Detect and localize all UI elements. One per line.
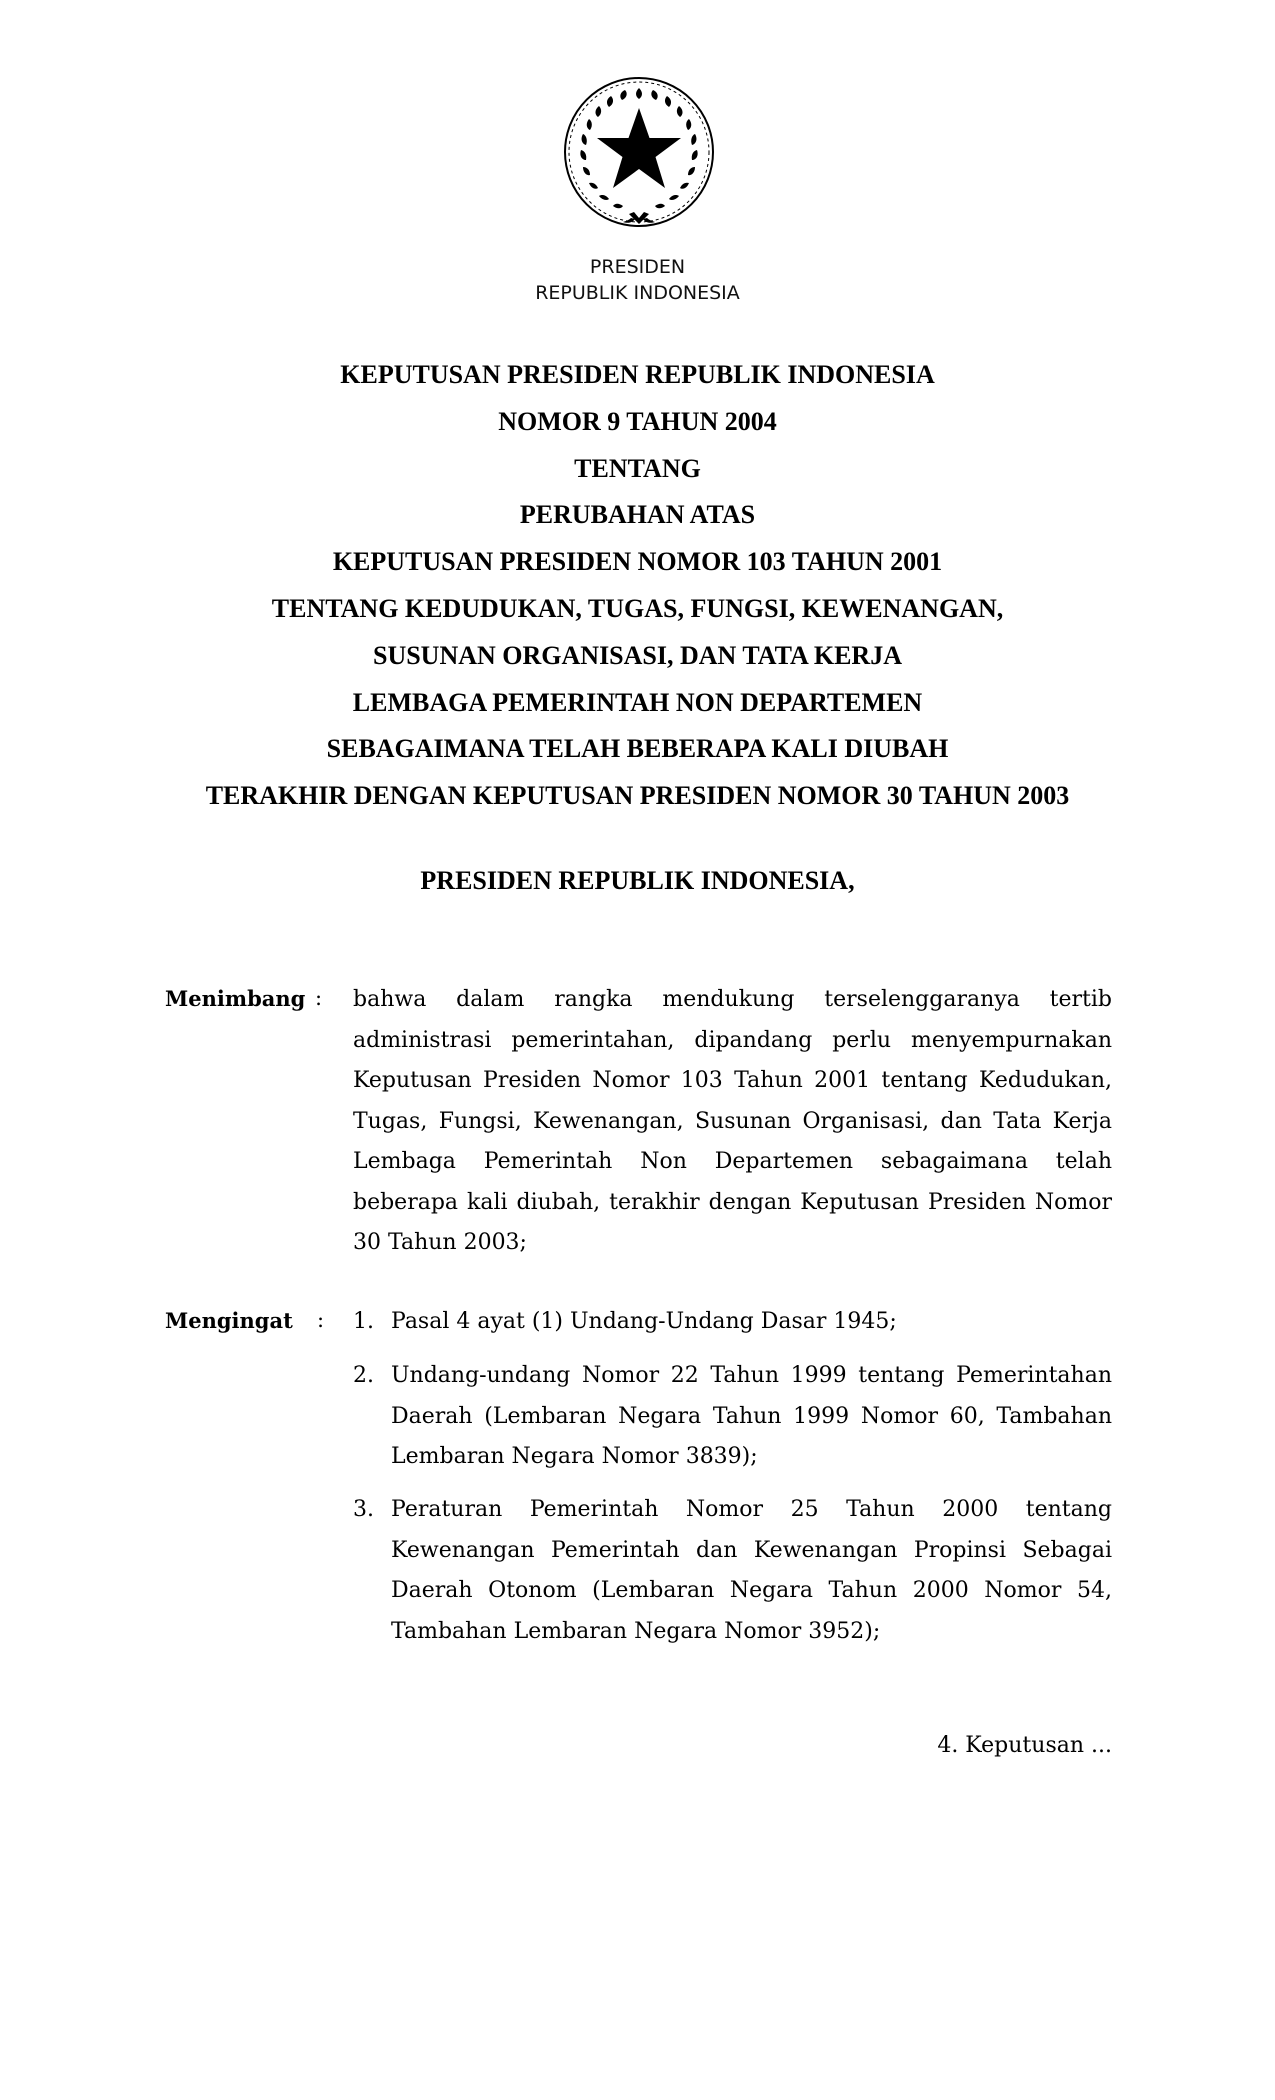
decree-title	[0, 352, 1275, 820]
page-continuation: 4. Keputusan ...	[937, 1733, 1112, 1758]
title-line: SUSUNAN ORGANISASI, DAN TATA KERJA	[372, 640, 902, 670]
title-line: SEBAGAIMANA TELAH BEBERAPA KALI DIUBAH	[326, 734, 949, 764]
mengingat-colon: :	[317, 1308, 325, 1332]
title-line: TENTANG	[574, 453, 701, 483]
title-line: PERUBAHAN ATAS	[519, 500, 756, 530]
menimbang-colon: :	[315, 986, 323, 1010]
mengingat-item	[353, 1356, 1112, 1478]
item-text: Undang-undang Nomor 22 Tahun 1999 tentang Pemerintahan Daerah (Lembaran Negara Tahun 1999 Nomor 60, Tambahan Lembaran Negara Nomor 3839);	[391, 1363, 1112, 1469]
title-line: NOMOR 9 TAHUN 2004	[498, 406, 777, 436]
mengingat-item	[353, 1490, 1112, 1652]
institution-line-2: REPUBLIK INDONESIA	[535, 282, 740, 304]
menimbang-label: Menimbang	[165, 986, 306, 1011]
item-number: 2.	[353, 1363, 374, 1388]
item-number: 1.	[353, 1309, 374, 1334]
institution-line-1: PRESIDEN	[589, 256, 686, 278]
menimbang-text: bahwa dalam rangka mendukung terselenggaranya tertib administrasi pemerintahan, dipandang perlu menyempurnakan Keputusan Presiden Nomor 103 Tahun 2001 tentang Kedudukan, Tugas, Fungsi, Kewenangan, Susunan Organisasi, dan Tata Kerja Lembaga Pemerintah Non Departemen sebagaimana telah beberapa kali diubah, terakhir dengan Keputusan Presiden Nomor 30 Tahun 2003;	[353, 987, 1112, 1255]
title-line: TENTANG KEDUDUKAN, TUGAS, FUNGSI, KEWENANGAN,	[271, 593, 1004, 623]
item-text: Pasal 4 ayat (1) Undang-Undang Dasar 1945;	[391, 1309, 897, 1334]
title-line: TERAKHIR DENGAN KEPUTUSAN PRESIDEN NOMOR 30 TAHUN 2003	[205, 781, 1070, 811]
title-line: KEPUTUSAN PRESIDEN REPUBLIK INDONESIA	[340, 360, 935, 389]
mengingat-label: Mengingat	[165, 1308, 293, 1333]
item-number: 3.	[353, 1497, 374, 1522]
presidential-seal-icon	[559, 72, 719, 242]
title-line: KEPUTUSAN PRESIDEN NOMOR 103 TAHUN 2001	[332, 547, 943, 577]
mengingat-item	[353, 1302, 1112, 1343]
president-heading: PRESIDEN REPUBLIK INDONESIA,	[420, 866, 855, 895]
item-text: Peraturan Pemerintah Nomor 25 Tahun 2000 tentang Kewenangan Pemerintah dan Kewenangan Propinsi Sebagai Daerah Otonom (Lembaran Negara Tahun 2000 Nomor 54, Tambahan Lembaran Negara Nomor 3952);	[391, 1497, 1112, 1644]
title-line: LEMBAGA PEMERINTAH NON DEPARTEMEN	[352, 687, 923, 717]
